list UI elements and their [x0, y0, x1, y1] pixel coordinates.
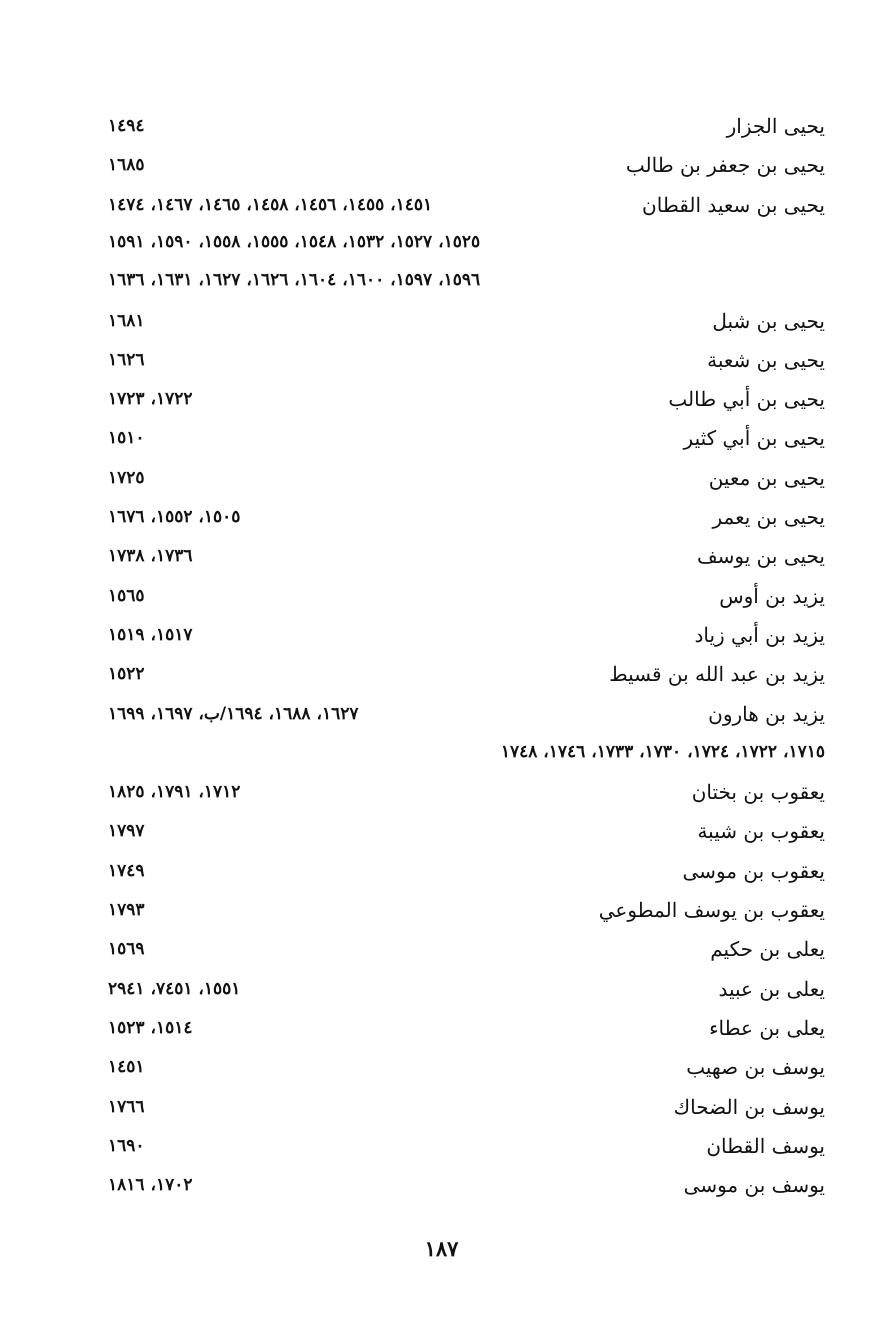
entry-references: ١٥٠٥، ١٥٥٢، ١٦٧٦	[108, 507, 241, 527]
entry-references-continued: ١٧١٥، ١٧٢٢، ١٧٢٤، ١٧٣٠، ١٧٣٣، ١٧٤٦، ١٧٤٨	[500, 742, 825, 762]
entry-name: يزيد بن أبي زياد	[694, 623, 825, 647]
entry-name: يزيد بن هارون	[708, 702, 825, 726]
index-entry	[0, 1013, 883, 1043]
page-number: ١٨٧	[424, 1236, 459, 1261]
index-entry	[0, 581, 883, 611]
index-entry	[0, 345, 883, 375]
entry-name: يحيى بن أبي طالب	[668, 387, 825, 411]
entry-references: ١٧١٢، ١٧٩١، ١٨٢٥	[108, 782, 241, 802]
entry-name: يحيى بن شبل	[712, 309, 825, 333]
entry-name: يحيى الجزار	[726, 114, 825, 138]
entry-references: ١٥٦٥	[108, 586, 145, 606]
entry-references: ١٥١٤، ١٥٢٣	[108, 1018, 193, 1038]
entry-references: ١٧٩٣	[108, 900, 145, 920]
index-entry	[0, 502, 883, 532]
index-entry	[0, 816, 883, 846]
entry-references: ١٧٦٦	[108, 1097, 145, 1117]
index-entry	[0, 306, 883, 336]
entry-name: يزيد بن عبد الله بن قسيط	[609, 662, 825, 686]
index-entry	[0, 974, 883, 1004]
entry-references: ١٧٣٦، ١٧٣٨	[108, 546, 193, 566]
entry-references: ١٥١٧، ١٥١٩	[108, 625, 193, 645]
index-entry-continuation	[0, 265, 883, 295]
entry-references: ١٧٢٥	[108, 468, 145, 488]
index-entry	[0, 190, 883, 220]
entry-references: ١٦٢٧، ١٦٨٨، ١٦٩٤/ب، ١٦٩٧، ١٦٩٩	[108, 704, 359, 724]
entry-name: يحيى بن شعبة	[707, 348, 825, 372]
entry-references: ١٦٨٥	[108, 155, 145, 175]
entry-references: ١٥٥١، ٧٤٥١، ٢٩٤١	[108, 979, 241, 999]
index-entry	[0, 150, 883, 180]
entry-references: ١٥٦٩	[108, 939, 145, 959]
index-entry	[0, 895, 883, 925]
index-entry	[0, 659, 883, 689]
entry-name: يعلى بن حكيم	[710, 937, 825, 961]
entry-references: ١٦٢٦	[108, 350, 145, 370]
index-entry	[0, 699, 883, 729]
entry-name: يعقوب بن بختان	[691, 780, 825, 804]
entry-name: يوسف بن موسى	[683, 1173, 825, 1197]
entry-references: ١٥١٠	[108, 428, 145, 448]
entry-name: يحيى بن يوسف	[696, 544, 825, 568]
entry-name: يحيى بن معين	[708, 466, 825, 490]
entry-references: ١٥٢٥، ١٥٢٧، ١٥٣٢، ١٥٤٨، ١٥٥٥، ١٥٥٨، ١٥٩٠، ١٥٩١	[108, 232, 481, 252]
index-entry	[0, 541, 883, 571]
entry-references: ١٥٢٢	[108, 664, 145, 684]
entry-references: ١٤٥١	[108, 1057, 145, 1077]
entry-name: يوسف بن صهيب	[686, 1055, 825, 1079]
index-entry	[0, 934, 883, 964]
entry-references: ١٤٥١، ١٤٥٥، ١٤٥٦، ١٤٥٨، ١٤٦٥، ١٤٦٧، ١٤٧٤	[108, 195, 433, 215]
entry-name: يعلى بن عبيد	[718, 977, 825, 1001]
entry-references: ١٦٨١	[108, 311, 145, 331]
index-entry	[0, 777, 883, 807]
index-entry	[0, 1092, 883, 1122]
entry-references: ١٦٩٠	[108, 1136, 145, 1156]
entry-references: ١٥٩٦، ١٥٩٧، ١٦٠٠، ١٦٠٤، ١٦٢٦، ١٦٢٧، ١٦٣١، ١٦٣٦	[108, 270, 481, 290]
entry-name: يعقوب بن موسى	[682, 859, 825, 883]
entry-name: يحيى بن يعمر	[712, 505, 825, 529]
entry-references: ١٧٢٢، ١٧٢٣	[108, 389, 193, 409]
index-entry	[0, 463, 883, 493]
entry-references: ١٧٩٧	[108, 821, 145, 841]
index-entry	[0, 1052, 883, 1082]
index-entry	[0, 111, 883, 141]
index-entry	[0, 1131, 883, 1161]
index-entry-continuation	[0, 737, 883, 767]
index-entry	[0, 423, 883, 453]
entry-name: يعلى بن عطاء	[709, 1016, 825, 1040]
entry-name: يوسف بن الضحاك	[673, 1095, 825, 1119]
index-entry-continuation	[0, 227, 883, 257]
entry-references: ١٧٤٩	[108, 861, 145, 881]
index-entry	[0, 856, 883, 886]
entry-name: يوسف القطان	[706, 1134, 825, 1158]
entry-name: يعقوب بن يوسف المطوعي	[598, 898, 825, 922]
entry-name: يحيى بن جعفر بن طالب	[625, 153, 825, 177]
entry-name: يعقوب بن شيبة	[697, 819, 825, 843]
entry-name: يحيى بن سعيد القطان	[642, 193, 825, 217]
entry-references: ١٤٩٤	[108, 116, 145, 136]
index-entry	[0, 1170, 883, 1200]
entry-name: يحيى بن أبي كثير	[683, 426, 825, 450]
index-entry	[0, 384, 883, 414]
entry-references: ١٧٠٢، ١٨١٦	[108, 1175, 193, 1195]
entry-name: يزيد بن أوس	[719, 584, 825, 608]
index-entry	[0, 620, 883, 650]
